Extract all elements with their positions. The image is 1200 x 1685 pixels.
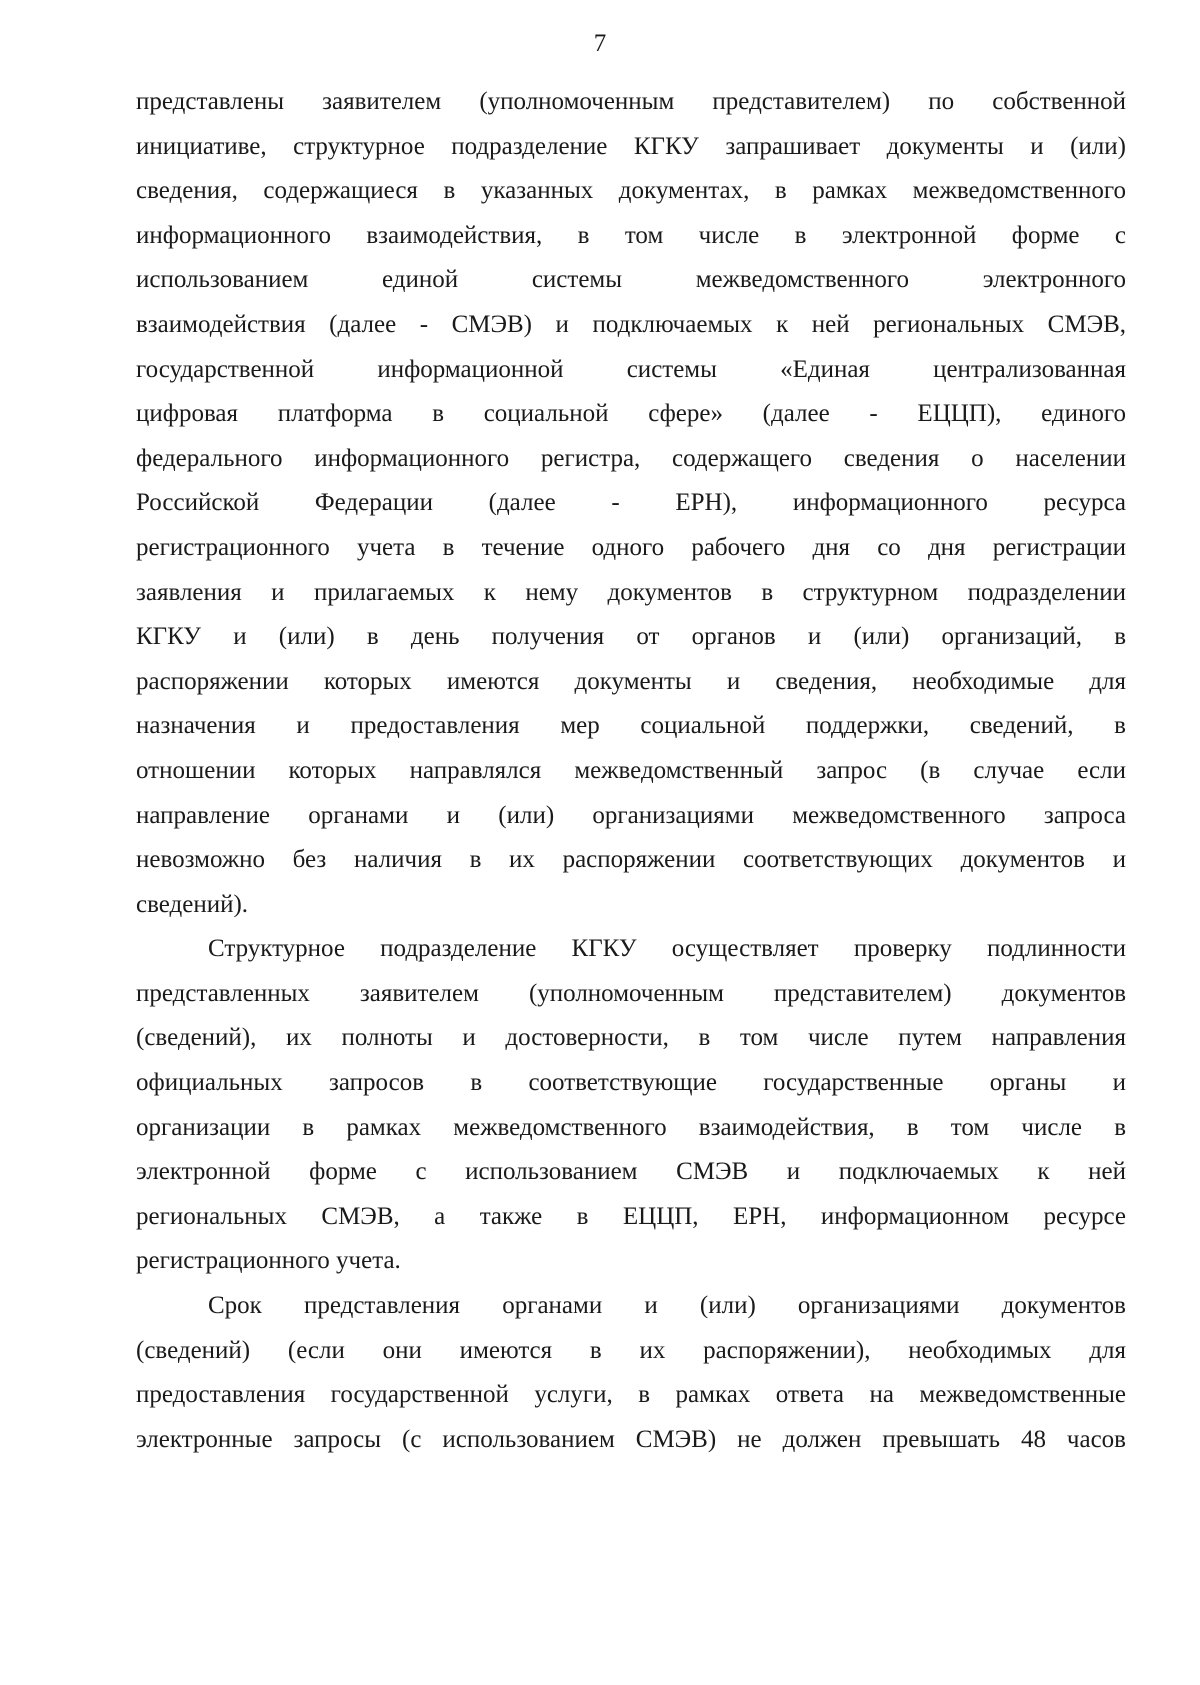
text-line: электронной форме с использованием СМЭВ и подключаемых к ней <box>136 1158 1126 1186</box>
text-line: использованием единой системы межведомственного электронного <box>136 266 1126 294</box>
text-line: организации в рамках межведомственного взаимодействия, в том числе в <box>136 1113 1126 1141</box>
text-line: назначения и предоставления мер социальной поддержки, сведений, в <box>136 712 1126 740</box>
text-line: представленных заявителем (уполномоченным представителем) документов <box>136 979 1126 1007</box>
text-line: сведения, содержащиеся в указанных документах, в рамках межведомственного <box>136 177 1126 205</box>
paragraph <box>136 80 1126 927</box>
text-line: представлены заявителем (уполномоченным представителем) по собственной <box>136 88 1126 115</box>
text-line: цифровая платформа в социальной сфере» (далее - ЕЦЦП), единого <box>136 400 1126 428</box>
text-line: государственной информационной системы «Единая централизованная <box>136 355 1126 383</box>
text-line: невозможно без наличия в их распоряжении соответствующих документов и <box>136 846 1126 874</box>
document-body <box>136 80 1126 1462</box>
page-number: 7 <box>593 30 607 57</box>
text-line: Срок представления органами и (или) организациями документов <box>208 1292 1126 1320</box>
text-line: КГКУ и (или) в день получения от органов и (или) организаций, в <box>136 623 1126 651</box>
text-line: сведений). <box>136 890 249 918</box>
text-line: регистрационного учета в течение одного рабочего дня со дня регистрации <box>136 533 1126 561</box>
text-line: взаимодействия (далее - СМЭВ) и подключаемых к ней региональных СМЭВ, <box>136 310 1126 338</box>
text-line: заявления и прилагаемых к нему документов в структурном подразделении <box>136 578 1126 606</box>
text-line: региональных СМЭВ, а также в ЕЦЦП, ЕРН, информационном ресурсе <box>136 1202 1126 1230</box>
text-line: предоставления государственной услуги, в рамках ответа на межведомственные <box>136 1381 1126 1409</box>
text-line: инициативе, структурное подразделение КГКУ запрашивает документы и (или) <box>136 132 1126 160</box>
text-line: федерального информационного регистра, содержащего сведения о населении <box>136 444 1126 472</box>
text-line: регистрационного учета. <box>136 1247 401 1275</box>
text-line: отношении которых направлялся межведомственный запрос (в случае если <box>136 756 1126 784</box>
text-line: распоряжении которых имеются документы и сведения, необходимые для <box>136 667 1126 695</box>
text-line: электронные запросы (с использованием СМЭВ) не должен превышать 48 часов <box>136 1425 1126 1453</box>
text-line: направление органами и (или) организациями межведомственного запроса <box>136 801 1126 829</box>
text-line: информационного взаимодействия, в том числе в электронной форме с <box>136 221 1126 249</box>
paragraph <box>136 1284 1126 1462</box>
text-line: официальных запросов в соответствующие государственные органы и <box>136 1069 1126 1097</box>
paragraph <box>136 927 1126 1284</box>
text-line: Российской Федерации (далее - ЕРН), информационного ресурса <box>136 489 1126 517</box>
text-line: (сведений), их полноты и достоверности, в том числе путем направления <box>136 1024 1126 1052</box>
text-line: Структурное подразделение КГКУ осуществляет проверку подлинности <box>208 935 1126 963</box>
text-line: (сведений) (если они имеются в их распоряжении), необходимых для <box>136 1336 1126 1364</box>
